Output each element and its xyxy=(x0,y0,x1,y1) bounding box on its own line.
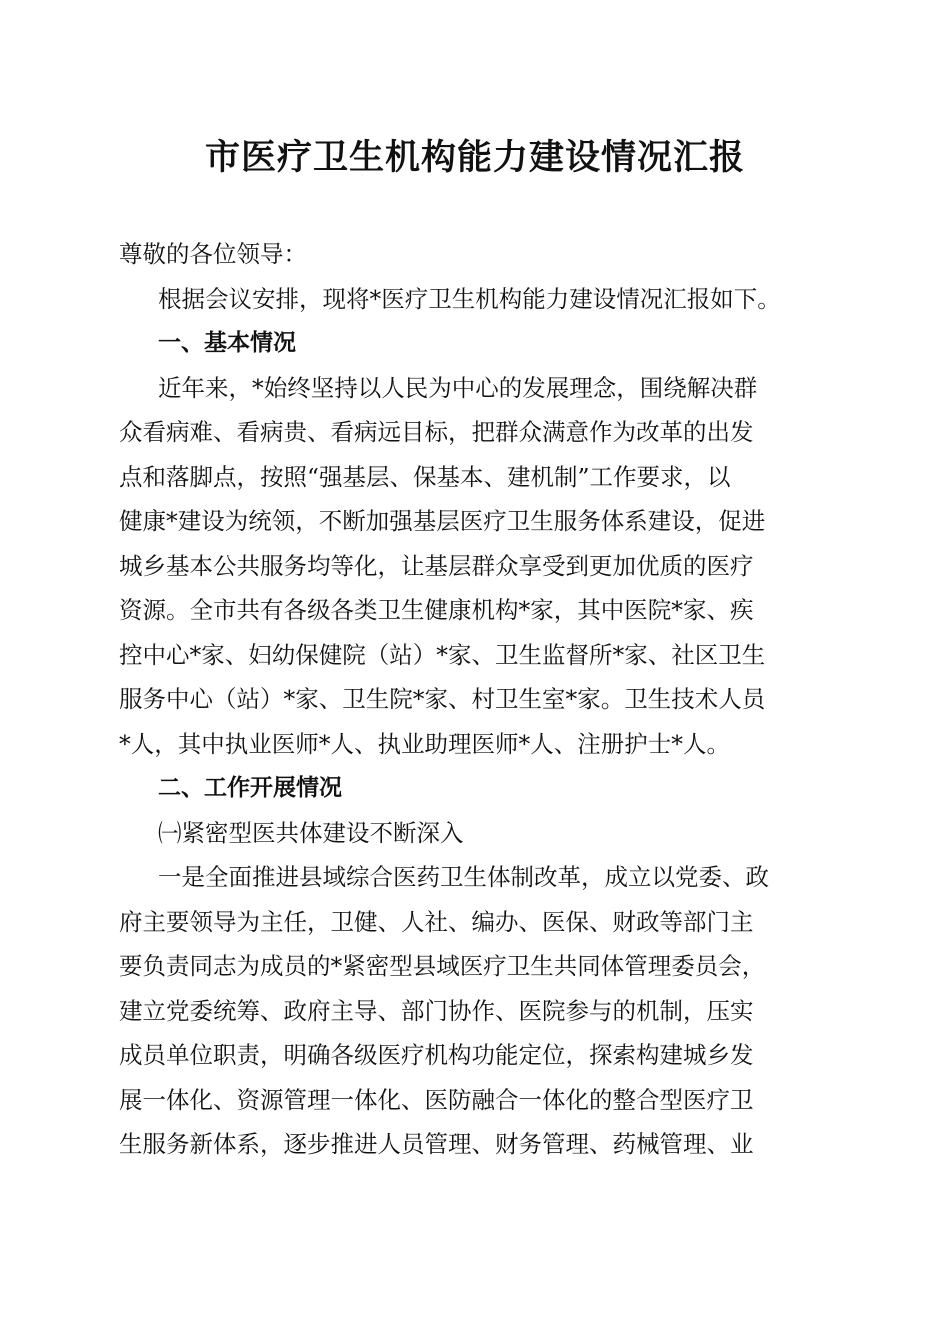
paragraph-line: 资源。全市共有各级各类卫生健康机构*家，其中医院*家、疾 xyxy=(119,596,754,624)
paragraph-line: 建立党委统筹、政府主导、部门协作、医院参与的机制，压实 xyxy=(119,997,754,1025)
paragraph-line: 众看病难、看病贵、看病远目标，把群众满意作为改革的出发 xyxy=(119,418,754,446)
paragraph-line: 控中心*家、妇幼保健院（站）*家、卫生监督所*家、社区卫生 xyxy=(119,641,766,669)
intro-paragraph: 根据会议安排，现将*医疗卫生机构能力建设情况汇报如下。 xyxy=(158,285,781,313)
document-title: 市医疗卫生机构能力建设情况汇报 xyxy=(204,137,745,178)
paragraph-line: 展一体化、资源管理一体化、医防融合一体化的整合型医疗卫 xyxy=(119,1086,754,1114)
salutation: 尊敬的各位领导： xyxy=(119,240,307,268)
paragraph-line: 生服务新体系，逐步推进人员管理、财务管理、药械管理、业 xyxy=(119,1130,754,1158)
paragraph-line: 服务中心（站）*家、卫生院*家、村卫生室*家。卫生技术人员 xyxy=(119,685,766,713)
paragraph-line: 一是全面推进县域综合医药卫生体制改革，成立以党委、政 xyxy=(158,863,769,891)
paragraph-line: 要负责同志为成员的*紧密型县域医疗卫生共同体管理委员会， xyxy=(119,952,766,980)
paragraph-line: 成员单位职责，明确各级医疗机构功能定位，探索构建城乡发 xyxy=(119,1041,754,1069)
section-heading-work: 二、工作开展情况 xyxy=(158,775,342,801)
paragraph-line: 点和落脚点，按照“强基层、保基本、建机制”工作要求，以 xyxy=(119,463,731,491)
paragraph-line: 健康*建设为统领，不断加强基层医疗卫生服务体系建设，促进 xyxy=(119,507,766,535)
subsection-heading: ㈠紧密型医共体建设不断深入 xyxy=(158,819,464,847)
paragraph-line: 城乡基本公共服务均等化，让基层群众享受到更加优质的医疗 xyxy=(119,552,754,580)
paragraph-line: 近年来，*始终坚持以人民为中心的发展理念，围绕解决群 xyxy=(158,374,758,402)
paragraph-line: 府主要领导为主任，卫健、人社、编办、医保、财政等部门主 xyxy=(119,908,754,936)
paragraph-line: *人，其中执业医师*人、执业助理医师*人、注册护士*人。 xyxy=(119,730,730,758)
section-heading-basic: 一、基本情况 xyxy=(158,330,296,356)
